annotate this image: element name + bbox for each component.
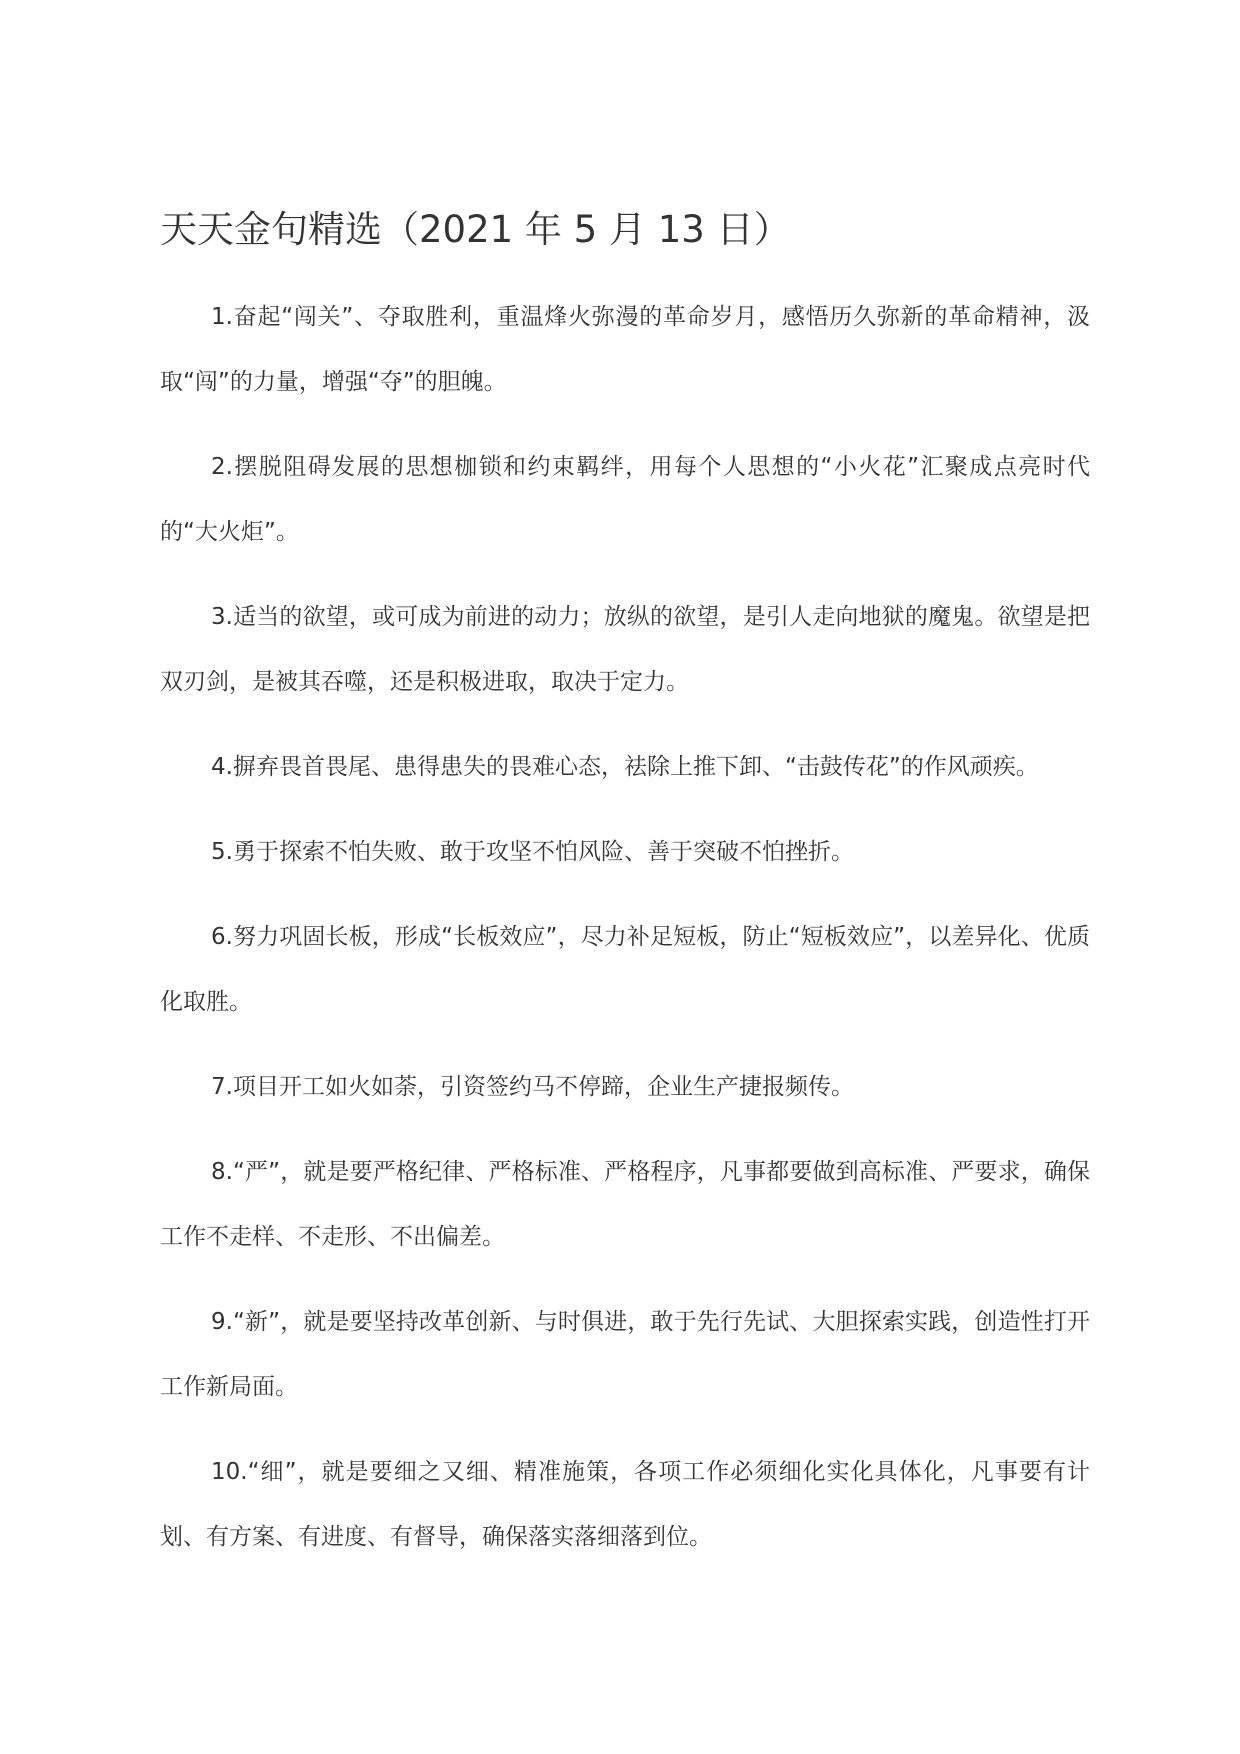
quote-paragraph-3: 3.适当的欲望，或可成为前进的动力；放纵的欲望，是引人走向地狱的魔鬼。欲望是把双刃剑，是被其吞噬，还是积极进取，取决于定力。: [160, 604, 1090, 695]
quote-paragraph-2: 2.摆脱阻碍发展的思想枷锁和约束羁绊，用每个人思想的“小火花”汇聚成点亮时代的“大火炬”。: [160, 454, 1090, 545]
quote-paragraph-6: 6.努力巩固长板，形成“长板效应”，尽力补足短板，防止“短板效应”，以差异化、优质化取胜。: [160, 924, 1090, 1015]
quote-paragraph-8: 8.“严”，就是要严格纪律、严格标准、严格程序，凡事都要做到高标准、严要求，确保工作不走样、不走形、不出偏差。: [160, 1159, 1090, 1250]
document-page: [160, 0, 1090, 1754]
quote-paragraph-1: 1.奋起“闯关”、夺取胜利，重温烽火弥漫的革命岁月，感悟历久弥新的革命精神，汲取“闯”的力量，增强“夺”的胆魄。: [160, 304, 1090, 395]
document-body: [160, 285, 1090, 1590]
quote-paragraph-4: 4.摒弃畏首畏尾、患得患失的畏难心态，祛除上推下卸、“击鼓传花”的作风顽疾。: [211, 754, 1039, 780]
quote-paragraph-10: 10.“细”，就是要细之又细、精准施策，各项工作必须细化实化具体化，凡事要有计划、有方案、有进度、有督导，确保落实落细落到位。: [160, 1459, 1090, 1550]
quote-paragraph-7: 7.项目开工如火如荼，引资签约马不停蹄，企业生产捷报频传。: [211, 1074, 854, 1100]
quote-paragraph-5: 5.勇于探索不怕失败、敢于攻坚不怕风险、善于突破不怕挫折。: [211, 839, 854, 865]
document-title: 天天金句精选（2021 年 5 月 13 日）: [160, 208, 791, 251]
quote-paragraph-9: 9.“新”，就是要坚持改革创新、与时俱进，敢于先行先试、大胆探索实践，创造性打开工作新局面。: [160, 1309, 1090, 1400]
